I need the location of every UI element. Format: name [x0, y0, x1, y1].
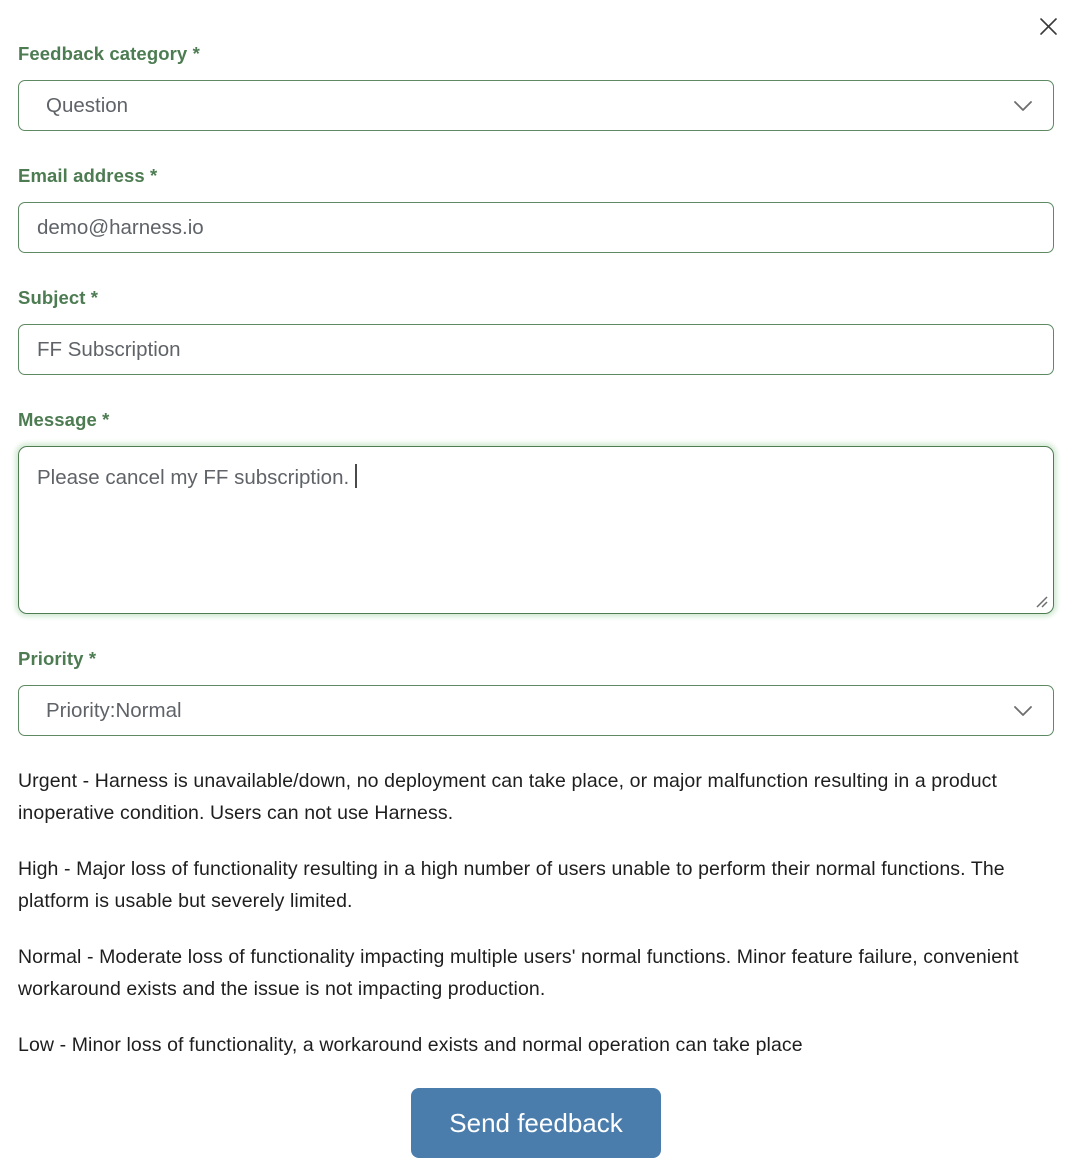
feedback-category-label: Feedback category * [18, 43, 200, 64]
priority-value: Priority:Normal [46, 698, 182, 722]
priority-help-high: High - Major loss of functionality resulting in a high number of users unable to perform their normal functions. The platform is usable but severely limited. [18, 858, 1005, 912]
message-text: Please cancel my FF subscription. [37, 466, 350, 489]
chevron-down-icon [1013, 100, 1033, 112]
submit-row [18, 1088, 1054, 1158]
feedback-category-select[interactable] [18, 80, 1054, 131]
priority-help-low: Low - Minor loss of functionality, a workaround exists and normal operation can take place [18, 1034, 803, 1056]
chevron-down-icon [1013, 705, 1033, 717]
required-asterisk: * [150, 165, 158, 186]
close-button[interactable] [1034, 12, 1062, 40]
email-field[interactable] [18, 202, 1054, 253]
priority-select[interactable] [18, 685, 1054, 736]
required-asterisk: * [192, 43, 200, 64]
close-icon [1038, 16, 1059, 37]
text-caret [355, 464, 357, 488]
subject-field[interactable] [18, 324, 1054, 375]
message-label: Message * [18, 409, 110, 430]
resize-handle-icon[interactable] [1034, 594, 1048, 608]
required-asterisk: * [102, 409, 110, 430]
priority-help-urgent: Urgent - Harness is unavailable/down, no deployment can take place, or major malfunction resulting in a product inoperative condition. Users can not use Harness. [18, 770, 998, 824]
priority-help-normal: Normal - Moderate loss of functionality impacting multiple users' normal functions. Minor feature failure, convenient workaround exists and the issue is not impacting production. [18, 946, 1019, 1000]
priority-label: Priority * [18, 648, 97, 669]
email-address-label: Email address * [18, 165, 158, 186]
feedback-category-value: Question [46, 93, 129, 117]
required-asterisk: * [90, 287, 99, 308]
send-feedback-button[interactable]: Send feedback [411, 1088, 661, 1158]
subject-label: Subject * [18, 287, 99, 308]
required-asterisk: * [88, 648, 97, 669]
message-textarea[interactable] [18, 446, 1054, 614]
